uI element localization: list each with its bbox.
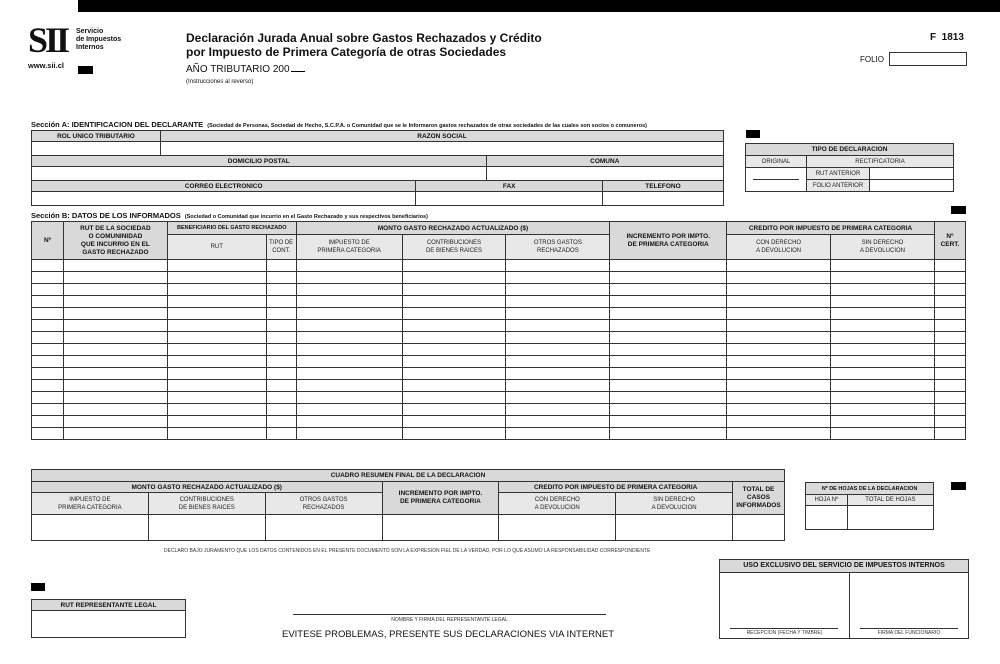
- marker-block: [746, 130, 760, 138]
- table-cell[interactable]: [32, 392, 64, 404]
- hoja-n-label: HOJA Nº: [806, 495, 848, 506]
- table-cell[interactable]: [296, 308, 402, 320]
- table-row: [32, 404, 966, 416]
- table-cell[interactable]: [610, 380, 727, 392]
- table-cell[interactable]: [506, 392, 610, 404]
- table-cell[interactable]: [934, 404, 965, 416]
- table-cell[interactable]: [831, 416, 935, 428]
- marker-block: [78, 66, 93, 74]
- table-cell[interactable]: [610, 416, 727, 428]
- col-cert: Nº CERT.: [934, 222, 965, 260]
- table-cell[interactable]: [402, 344, 506, 356]
- table-cell[interactable]: [506, 332, 610, 344]
- table-cell[interactable]: [266, 368, 296, 380]
- section-a-table: [31, 130, 724, 206]
- table-cell[interactable]: [727, 296, 831, 308]
- table-cell[interactable]: [32, 428, 64, 440]
- table-cell[interactable]: [831, 284, 935, 296]
- table-row: [32, 356, 966, 368]
- table-cell[interactable]: [831, 296, 935, 308]
- hoja-n-field[interactable]: [806, 506, 848, 530]
- table-cell[interactable]: [167, 416, 266, 428]
- table-cell[interactable]: [32, 272, 64, 284]
- table-cell[interactable]: [296, 416, 402, 428]
- col-rut: RUT: [167, 235, 266, 260]
- table-cell[interactable]: [610, 296, 727, 308]
- resumen-table: [31, 469, 785, 541]
- telefono-header: TELEFONO: [603, 181, 724, 192]
- col-beneficiario: BENEFICIARIO DEL GASTO RECHAZADO: [167, 222, 296, 235]
- table-cell[interactable]: [610, 368, 727, 380]
- table-cell[interactable]: [167, 308, 266, 320]
- table-cell[interactable]: [296, 356, 402, 368]
- rut-header: ROL UNICO TRIBUTARIO: [32, 131, 161, 142]
- table-cell[interactable]: [610, 392, 727, 404]
- recepcion-label: RECEPCION (FECHA Y TIMBRE): [746, 630, 823, 636]
- logo-url: www.sii.cl: [28, 61, 64, 70]
- table-cell[interactable]: [934, 344, 965, 356]
- table-cell[interactable]: [402, 320, 506, 332]
- resumen-contribuciones: CONTRIBUCIONES DE BIENES RAICES: [148, 493, 265, 515]
- table-cell[interactable]: [610, 260, 727, 272]
- correo-field[interactable]: [32, 192, 416, 206]
- uso-exclusivo-box: [719, 559, 969, 639]
- table-cell[interactable]: [63, 404, 167, 416]
- table-cell[interactable]: [63, 380, 167, 392]
- table-cell[interactable]: [831, 260, 935, 272]
- table-cell[interactable]: [167, 284, 266, 296]
- table-cell[interactable]: [63, 344, 167, 356]
- table-cell[interactable]: [831, 380, 935, 392]
- resumen-sin-derecho: SIN DERECHO A DEVOLUCION: [616, 493, 733, 515]
- table-cell[interactable]: [266, 320, 296, 332]
- table-row: [32, 392, 966, 404]
- resumen-contribuciones-field[interactable]: [148, 515, 265, 541]
- table-cell[interactable]: [727, 416, 831, 428]
- table-cell[interactable]: [610, 428, 727, 440]
- table-row: [32, 284, 966, 296]
- folio-anterior-label: FOLIO ANTERIOR: [807, 180, 870, 192]
- col-sin-derecho: SIN DERECHO A DEVOLUCION: [831, 235, 935, 260]
- table-cell[interactable]: [831, 344, 935, 356]
- razon-social-header: RAZON SOCIAL: [161, 131, 724, 142]
- original-option[interactable]: ORIGINAL: [746, 156, 807, 168]
- table-cell[interactable]: [610, 404, 727, 416]
- table-cell[interactable]: [831, 428, 935, 440]
- table-cell[interactable]: [402, 392, 506, 404]
- original-check[interactable]: [746, 168, 807, 192]
- resumen-con-derecho: CON DERECHO A DEVOLUCION: [499, 493, 616, 515]
- table-cell[interactable]: [506, 284, 610, 296]
- table-cell[interactable]: [727, 380, 831, 392]
- col-credito: CREDITO POR IMPUESTO DE PRIMERA CATEGORIA: [727, 222, 935, 235]
- table-row: [32, 296, 966, 308]
- table-cell[interactable]: [934, 380, 965, 392]
- table-cell[interactable]: [32, 404, 64, 416]
- table-cell[interactable]: [296, 380, 402, 392]
- table-cell[interactable]: [296, 296, 402, 308]
- total-hojas-field[interactable]: [847, 506, 933, 530]
- table-cell[interactable]: [831, 404, 935, 416]
- table-cell[interactable]: [506, 308, 610, 320]
- table-cell[interactable]: [727, 344, 831, 356]
- table-cell[interactable]: [506, 404, 610, 416]
- table-cell[interactable]: [402, 428, 506, 440]
- resumen-title: CUADRO RESUMEN FINAL DE LA DECLARACION: [32, 470, 785, 482]
- col-rut-sociedad: RUT DE LA SOCIEDAD O COMUNINIDAD QUE INCURRIO EN EL GASTO RECHAZADO: [63, 222, 167, 260]
- table-cell[interactable]: [831, 332, 935, 344]
- table-cell[interactable]: [402, 284, 506, 296]
- table-cell[interactable]: [63, 332, 167, 344]
- logo-org-1: Servicio: [76, 28, 104, 35]
- fax-header: FAX: [416, 181, 603, 192]
- table-cell[interactable]: [32, 284, 64, 296]
- marker-block: [951, 206, 966, 214]
- table-cell[interactable]: [32, 320, 64, 332]
- resumen-total-field[interactable]: [732, 515, 784, 541]
- table-cell[interactable]: [610, 284, 727, 296]
- table-cell[interactable]: [167, 380, 266, 392]
- table-cell[interactable]: [296, 428, 402, 440]
- table-cell[interactable]: [934, 284, 965, 296]
- col-tipo-cont: TIPO DE CONT.: [266, 235, 296, 260]
- declaro-text: DECLARO BAJO JURAMENTO QUE LOS DATOS CONTENIDOS EN EL PRESENTE DOCUMENTO SON LA EXPRESION FIEL DE LA VERDAD, POR LO QUE ASUMO LA RESPONSABILIDAD CORRESPONDIENTE: [164, 548, 651, 554]
- table-cell[interactable]: [63, 416, 167, 428]
- table-cell[interactable]: [402, 272, 506, 284]
- telefono-field[interactable]: [603, 192, 724, 206]
- table-cell[interactable]: [32, 332, 64, 344]
- table-cell[interactable]: [506, 380, 610, 392]
- table-cell[interactable]: [506, 260, 610, 272]
- table-cell[interactable]: [727, 356, 831, 368]
- table-cell[interactable]: [167, 260, 266, 272]
- table-cell[interactable]: [167, 368, 266, 380]
- marker-block: [951, 482, 966, 490]
- table-row: [32, 380, 966, 392]
- rut-representante-label: RUT REPRESENTANTE LEGAL: [32, 600, 186, 611]
- table-cell[interactable]: [266, 428, 296, 440]
- table-row: [32, 332, 966, 344]
- table-cell[interactable]: [266, 380, 296, 392]
- rectificatoria-option[interactable]: RECTIFICATORIA: [807, 156, 954, 168]
- marker-block: [31, 583, 45, 591]
- table-cell[interactable]: [506, 344, 610, 356]
- table-cell[interactable]: [32, 416, 64, 428]
- table-cell[interactable]: [63, 260, 167, 272]
- table-cell[interactable]: [32, 260, 64, 272]
- table-cell[interactable]: [167, 356, 266, 368]
- table-cell[interactable]: [934, 428, 965, 440]
- rut-anterior-field[interactable]: [870, 168, 954, 180]
- table-cell[interactable]: [506, 428, 610, 440]
- form-title-2: por Impuesto de Primera Categoría de otras Sociedades: [186, 45, 507, 59]
- comuna-field[interactable]: [486, 167, 723, 181]
- table-cell[interactable]: [296, 332, 402, 344]
- table-cell[interactable]: [32, 344, 64, 356]
- form-code: F 1813: [930, 32, 964, 43]
- domicilio-field[interactable]: [32, 167, 487, 181]
- table-cell[interactable]: [727, 404, 831, 416]
- table-cell[interactable]: [266, 284, 296, 296]
- razon-social-field[interactable]: [161, 142, 724, 156]
- logo-mark: SII: [28, 20, 68, 60]
- firma-line[interactable]: [293, 614, 606, 615]
- table-cell[interactable]: [32, 356, 64, 368]
- folio-label: FOLIO: [860, 55, 885, 64]
- table-cell[interactable]: [266, 308, 296, 320]
- tax-year: AÑO TRIBUTARIO 200: [186, 64, 305, 75]
- table-cell[interactable]: [610, 356, 727, 368]
- resumen-otros: OTROS GASTOS RECHAZADOS: [265, 493, 382, 515]
- resumen-credito: CREDITO POR IMPUESTO DE PRIMERA CATEGORIA: [499, 482, 733, 493]
- table-cell[interactable]: [727, 272, 831, 284]
- table-cell[interactable]: [831, 368, 935, 380]
- table-cell[interactable]: [934, 392, 965, 404]
- resumen-total-casos: TOTAL DE CASOS INFORMADOS: [732, 482, 784, 515]
- table-cell[interactable]: [296, 392, 402, 404]
- table-cell[interactable]: [266, 404, 296, 416]
- resumen-con-derecho-field[interactable]: [499, 515, 616, 541]
- table-cell[interactable]: [727, 332, 831, 344]
- rut-field[interactable]: [32, 142, 161, 156]
- table-cell[interactable]: [831, 272, 935, 284]
- table-cell[interactable]: [402, 332, 506, 344]
- logo-org-3: Internos: [76, 44, 104, 51]
- table-cell[interactable]: [402, 380, 506, 392]
- table-cell[interactable]: [296, 272, 402, 284]
- table-cell[interactable]: [831, 320, 935, 332]
- table-cell[interactable]: [934, 260, 965, 272]
- table-cell[interactable]: [63, 272, 167, 284]
- table-cell[interactable]: [63, 392, 167, 404]
- table-row: [32, 260, 966, 272]
- firma-representante-label: NOMBRE Y FIRMA DEL REPRESENTANTE LEGAL: [391, 617, 508, 623]
- resumen-sin-derecho-field[interactable]: [616, 515, 733, 541]
- folio-anterior-field[interactable]: [870, 180, 954, 192]
- table-cell[interactable]: [32, 380, 64, 392]
- table-cell[interactable]: [402, 308, 506, 320]
- table-cell[interactable]: [32, 368, 64, 380]
- table-cell[interactable]: [610, 344, 727, 356]
- resumen-otros-field[interactable]: [265, 515, 382, 541]
- table-cell[interactable]: [167, 428, 266, 440]
- table-cell[interactable]: [266, 344, 296, 356]
- table-cell[interactable]: [934, 332, 965, 344]
- resumen-incremento: INCREMENTO POR IMPTO. DE PRIMERA CATEGORIA: [382, 482, 499, 515]
- logo-org-2: de Impuestos: [76, 36, 122, 43]
- table-cell[interactable]: [296, 368, 402, 380]
- table-cell[interactable]: [934, 368, 965, 380]
- table-cell[interactable]: [402, 416, 506, 428]
- table-cell[interactable]: [296, 404, 402, 416]
- table-cell[interactable]: [506, 272, 610, 284]
- table-cell[interactable]: [63, 428, 167, 440]
- table-row: [32, 308, 966, 320]
- hojas-table: [805, 482, 934, 530]
- table-cell[interactable]: [63, 368, 167, 380]
- table-cell[interactable]: [934, 308, 965, 320]
- table-row: [32, 272, 966, 284]
- tipo-declaracion-title: TIPO DE DECLARACION: [746, 144, 954, 156]
- table-row: [32, 344, 966, 356]
- table-cell[interactable]: [934, 272, 965, 284]
- resumen-impuesto-field[interactable]: [32, 515, 149, 541]
- col-incremento: INCREMENTO POR IMPTO. DE PRIMERA CATEGORIA: [610, 222, 727, 260]
- table-cell[interactable]: [506, 416, 610, 428]
- table-cell[interactable]: [402, 404, 506, 416]
- table-cell[interactable]: [727, 260, 831, 272]
- table-cell[interactable]: [506, 320, 610, 332]
- rut-anterior-label: RUT ANTERIOR: [807, 168, 870, 180]
- table-cell[interactable]: [727, 392, 831, 404]
- domicilio-header: DOMICILIO POSTAL: [32, 156, 487, 167]
- table-cell[interactable]: [167, 272, 266, 284]
- col-n: Nº: [32, 222, 64, 260]
- table-row: [32, 428, 966, 440]
- table-cell[interactable]: [727, 284, 831, 296]
- table-cell[interactable]: [506, 296, 610, 308]
- table-row: [32, 320, 966, 332]
- section-b-title: Sección B: DATOS DE LOS INFORMADOS (Sociedad o Comunidad que incurrio en el Gasto Rechazado y sus respectivos beneficiarios): [31, 211, 428, 220]
- fax-field[interactable]: [416, 192, 603, 206]
- form-title-1: Declaración Jurada Anual sobre Gastos Rechazados y Crédito: [186, 31, 542, 45]
- table-cell[interactable]: [296, 344, 402, 356]
- col-otros-gastos: OTROS GASTOS RECHAZADOS: [506, 235, 610, 260]
- comuna-header: COMUNA: [486, 156, 723, 167]
- table-cell[interactable]: [167, 392, 266, 404]
- table-cell[interactable]: [63, 284, 167, 296]
- table-cell[interactable]: [727, 368, 831, 380]
- table-cell[interactable]: [402, 356, 506, 368]
- table-cell[interactable]: [934, 416, 965, 428]
- table-cell[interactable]: [296, 284, 402, 296]
- top-bar: [78, 0, 1000, 12]
- col-monto: MONTO GASTO RECHAZADO ACTUALIZADO ($): [296, 222, 610, 235]
- col-con-derecho: CON DERECHO A DEVOLUCION: [727, 235, 831, 260]
- table-cell[interactable]: [610, 320, 727, 332]
- table-cell[interactable]: [296, 320, 402, 332]
- table-cell[interactable]: [934, 320, 965, 332]
- table-cell[interactable]: [167, 344, 266, 356]
- table-cell[interactable]: [63, 320, 167, 332]
- table-cell[interactable]: [831, 392, 935, 404]
- table-cell[interactable]: [610, 272, 727, 284]
- table-cell[interactable]: [402, 260, 506, 272]
- resumen-incremento-field[interactable]: [382, 515, 499, 541]
- resumen-impuesto: IMPUESTO DE PRIMERA CATEGORIA: [32, 493, 149, 515]
- table-row: [32, 416, 966, 428]
- instructions-note: (Instrucciones al reverso): [186, 79, 254, 85]
- rut-representante-table: [31, 599, 186, 638]
- table-cell[interactable]: [727, 320, 831, 332]
- hojas-title: Nº DE HOJAS DE LA DECLARACION: [806, 483, 934, 495]
- table-cell[interactable]: [266, 260, 296, 272]
- section-a-title: Sección A: IDENTIFICACION DEL DECLARANTE (Sociedad de Personas, Sociedad de Hecho, S.C.P.A. o Comunidad que se le Informaron gastos rechazados de otras sociedades de las cuales son socios o comuneros): [31, 120, 647, 129]
- footer-note: EVITESE PROBLEMAS, PRESENTE SUS DECLARACIONES VIA INTERNET: [282, 629, 615, 640]
- resumen-monto: MONTO GASTO RECHAZADO ACTUALIZADO ($): [32, 482, 383, 493]
- table-cell[interactable]: [506, 368, 610, 380]
- table-cell[interactable]: [610, 332, 727, 344]
- table-cell[interactable]: [934, 296, 965, 308]
- table-cell[interactable]: [266, 416, 296, 428]
- table-cell[interactable]: [266, 332, 296, 344]
- table-row: [32, 368, 966, 380]
- folio-field[interactable]: [889, 52, 967, 66]
- table-cell[interactable]: [296, 260, 402, 272]
- table-cell[interactable]: [727, 308, 831, 320]
- table-cell[interactable]: [727, 428, 831, 440]
- correo-header: CORREO ELECTRONICO: [32, 181, 416, 192]
- table-cell[interactable]: [32, 308, 64, 320]
- total-hojas-label: TOTAL DE HOJAS: [847, 495, 933, 506]
- uso-exclusivo-title: USO EXCLUSIVO DEL SERVICIO DE IMPUESTOS INTERNOS: [720, 560, 968, 573]
- table-cell[interactable]: [167, 404, 266, 416]
- table-cell[interactable]: [63, 296, 167, 308]
- table-cell[interactable]: [63, 356, 167, 368]
- table-cell[interactable]: [402, 296, 506, 308]
- table-cell[interactable]: [266, 356, 296, 368]
- firma-funcionario-label: FIRMA DEL FUNCIONARIO: [877, 630, 941, 636]
- sii-logo: [28, 20, 138, 70]
- table-cell[interactable]: [167, 332, 266, 344]
- table-cell[interactable]: [402, 368, 506, 380]
- table-cell[interactable]: [934, 356, 965, 368]
- table-cell[interactable]: [63, 308, 167, 320]
- table-cell[interactable]: [831, 356, 935, 368]
- table-cell[interactable]: [506, 356, 610, 368]
- table-cell[interactable]: [167, 320, 266, 332]
- rut-representante-field[interactable]: [32, 611, 186, 638]
- table-cell[interactable]: [167, 296, 266, 308]
- table-cell[interactable]: [266, 272, 296, 284]
- table-cell[interactable]: [610, 308, 727, 320]
- informados-table: [31, 221, 966, 440]
- table-cell[interactable]: [266, 296, 296, 308]
- table-cell[interactable]: [266, 392, 296, 404]
- col-impuesto: IMPUESTO DE PRIMERA CATEGORIA: [296, 235, 402, 260]
- table-cell[interactable]: [32, 296, 64, 308]
- tipo-declaracion-table: [745, 143, 954, 192]
- table-cell[interactable]: [831, 308, 935, 320]
- col-contribuciones: CONTRIBUCIONES DE BIENES RAICES: [402, 235, 506, 260]
